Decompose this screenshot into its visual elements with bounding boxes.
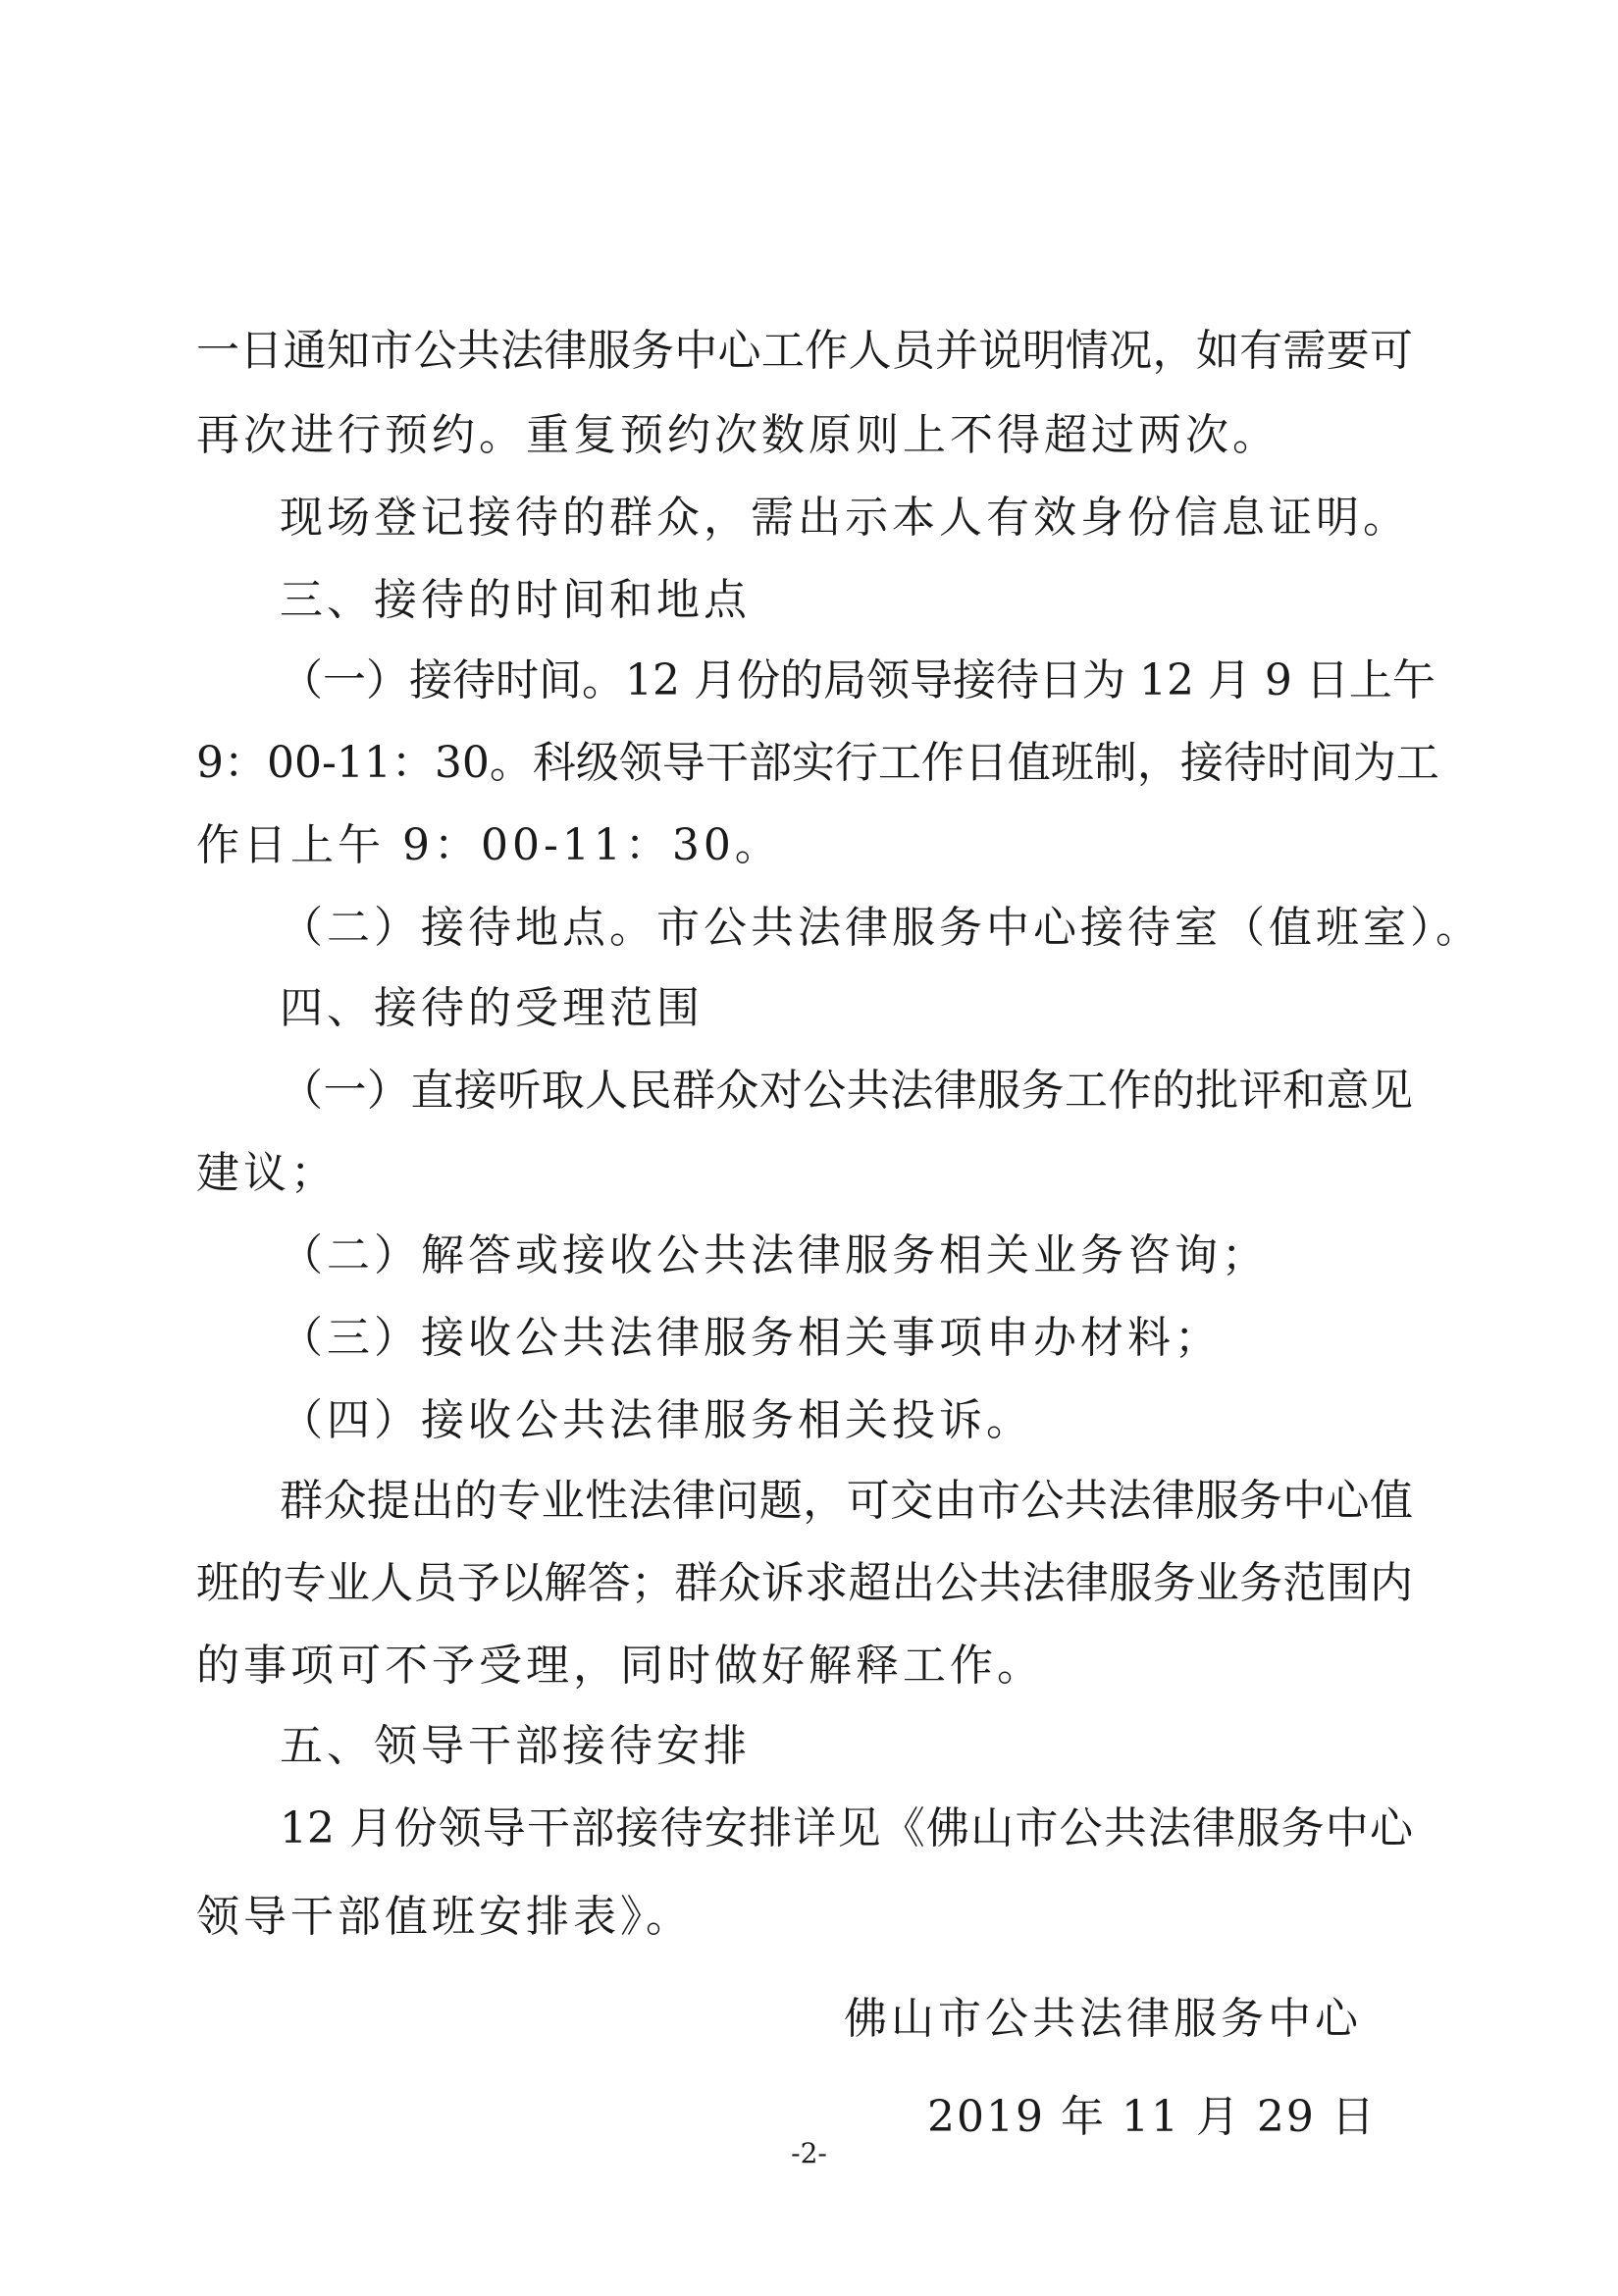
paragraph-line: 12 月份领导干部接待安排详见《佛山市公共法律服务中心 — [280, 1803, 1413, 1853]
list-item: （二）解答或接收公共法律服务相关业务咨询； — [280, 1230, 1269, 1280]
paragraph-line: 群众提出的专业性法律问题，可交由市公共法律服务中心值 — [280, 1476, 1413, 1526]
paragraph-line: 9：00-11：30。科级领导干部实行工作日值班制，接待时间为工 — [196, 738, 1439, 788]
signature-organization: 佛山市公共法律服务中心 — [844, 1994, 1362, 2044]
signature-date: 2019 年 11 月 29 日 — [927, 2092, 1377, 2142]
paragraph-line: （一）接待时间。12 月份的局领导接待日为 12 月 9 日上午 — [280, 655, 1435, 705]
section-heading-4: 四、接待的受理范围 — [280, 983, 704, 1033]
list-item: （三）接收公共法律服务相关事项申办材料； — [280, 1313, 1222, 1363]
section-heading-3: 三、接待的时间和地点 — [280, 575, 751, 625]
paragraph-line: 作日上午 9：00-11：30。 — [196, 820, 782, 870]
paragraph-line: 的事项可不予受理，同时做好解释工作。 — [196, 1641, 1044, 1691]
paragraph-line: 领导干部值班安排表》。 — [196, 1892, 693, 1942]
list-item: （一）直接听取人民群众对公共法律服务工作的批评和意见 — [280, 1066, 1413, 1116]
section-heading-5: 五、领导干部接待安排 — [280, 1721, 751, 1771]
paragraph-line: 现场登记接待的群众，需出示本人有效身份信息证明。 — [280, 493, 1410, 543]
paragraph-line: 再次进行预约。重复预约次数原则上不得超过两次。 — [196, 410, 1279, 460]
list-item-continuation: 建议； — [196, 1148, 338, 1198]
list-item: （四）接收公共法律服务相关投诉。 — [280, 1395, 1033, 1445]
paragraph-line: 班的专业人员予以解答；群众诉求超出公共法律服务业务范围内 — [196, 1558, 1413, 1608]
page-number: -2- — [791, 2137, 827, 2169]
paragraph-line: 一日通知市公共法律服务中心工作人员并说明情况，如有需要可 — [196, 326, 1413, 376]
paragraph-line: （二）接待地点。市公共法律服务中心接待室（值班室）。 — [280, 903, 1483, 953]
